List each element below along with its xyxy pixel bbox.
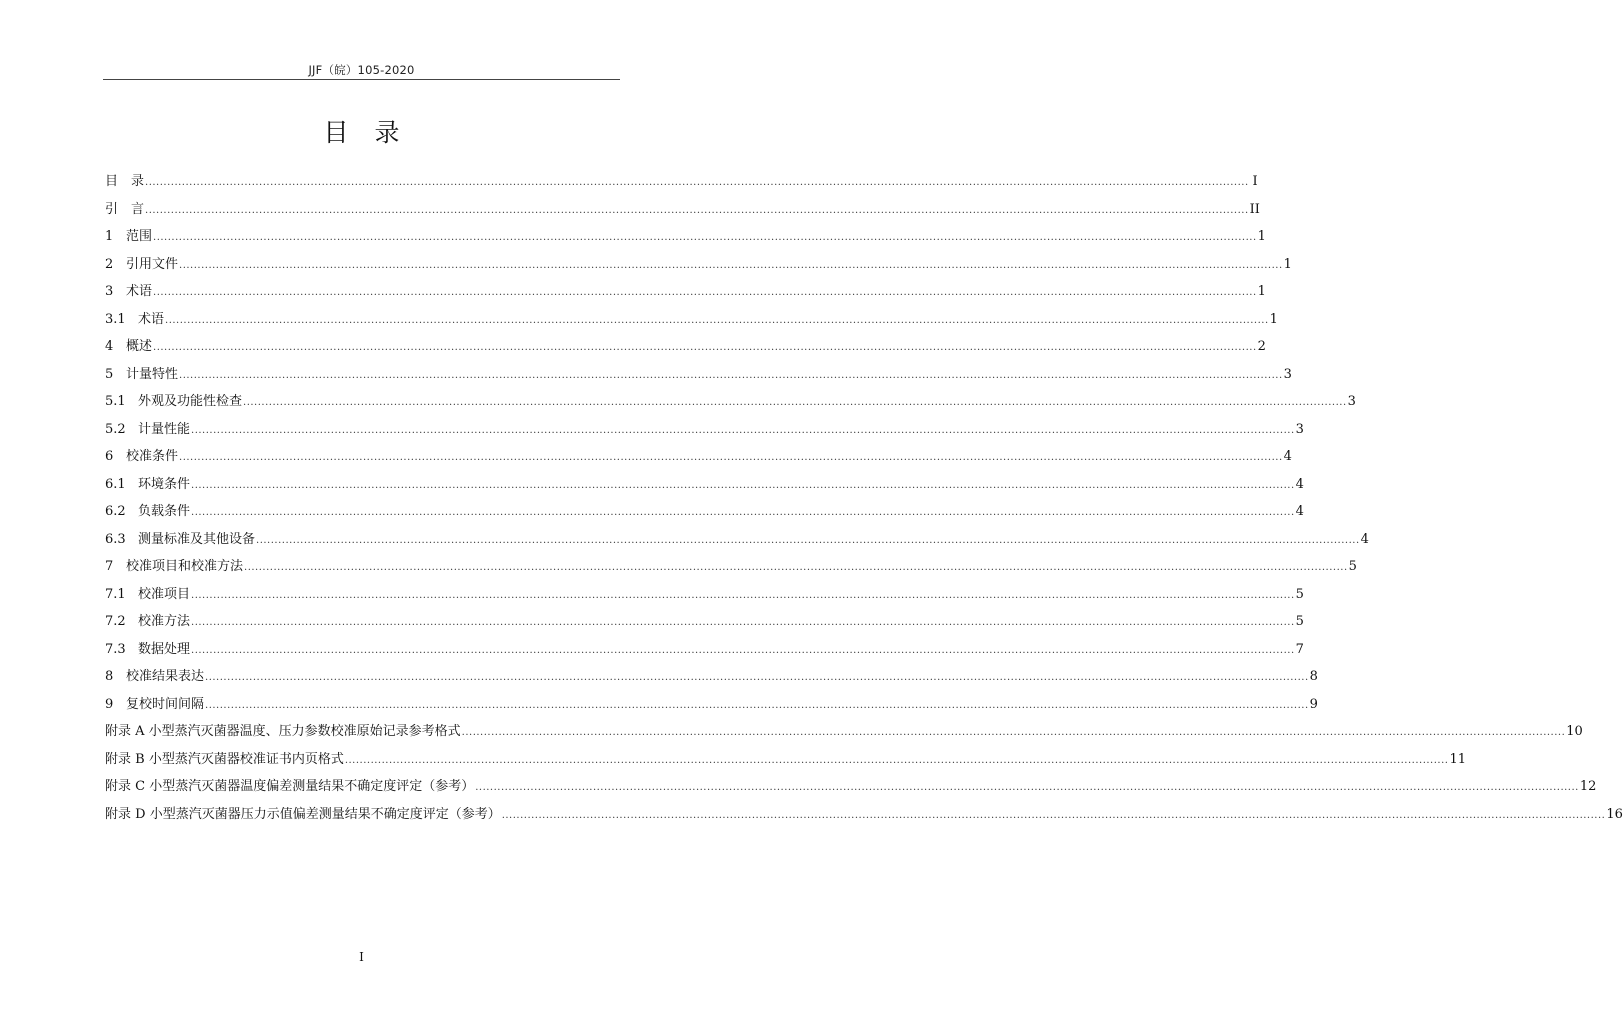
toc-dot-leader: ............................................................................................................................................................................................................................................................................................................ — [244, 562, 1348, 573]
toc-entry[interactable] — [105, 773, 1597, 801]
toc-dot-leader: ............................................................................................................................................................................................................................................................................................................ — [153, 287, 1257, 298]
toc-entry-page: 11 — [1449, 751, 1466, 767]
toc-entry-page: 4 — [1295, 504, 1304, 519]
toc-dot-leader: ............................................................................................................................................................................................................................................................................................................ — [205, 672, 1309, 683]
toc-entry-label: 外观及功能性检查 — [138, 394, 243, 409]
toc-entry-label: 引 言 — [105, 201, 145, 217]
toc-entry[interactable] — [105, 691, 1318, 719]
toc-entry-page: 16 — [1606, 806, 1623, 822]
toc-entry-page: 2 — [1257, 339, 1266, 354]
table-of-contents — [105, 168, 1623, 828]
toc-entry-page: 5 — [1295, 586, 1304, 602]
toc-entry-label: 数据处理 — [138, 641, 191, 657]
toc-dot-leader: ............................................................................................................................................................................................................................................................................................................ — [145, 204, 1249, 216]
toc-entry-label: 校准结果表达 — [126, 669, 205, 684]
toc-entry-page: 9 — [1309, 696, 1318, 712]
toc-entry-label: 术语 — [126, 284, 153, 299]
toc-entry-label: 目 录 — [105, 174, 145, 189]
toc-entry-label: 校准项目 — [138, 586, 191, 602]
toc-dot-leader: ............................................................................................................................................................................................................................................................................................................ — [145, 177, 1249, 188]
toc-entry-label: 引用文件 — [126, 256, 179, 272]
toc-entry-page: 1 — [1269, 311, 1278, 327]
toc-dot-leader: ............................................................................................................................................................................................................................................................................................................ — [179, 452, 1283, 463]
toc-dot-leader: ............................................................................................................................................................................................................................................................................................................ — [344, 754, 1449, 766]
toc-entry[interactable] — [105, 388, 1356, 416]
toc-entry-number: 7.3 — [105, 641, 126, 657]
toc-entry[interactable] — [105, 498, 1304, 526]
toc-entry-page: 4 — [1295, 476, 1304, 492]
title-char-2: 录 — [374, 118, 400, 147]
toc-dot-leader: ............................................................................................................................................................................................................................................................................................................ — [475, 782, 1579, 793]
toc-entry[interactable] — [105, 801, 1623, 829]
toc-entry-label: 附录 A 小型蒸汽灭菌器温度、压力参数校准原始记录参考格式 — [105, 724, 461, 739]
page-title — [103, 113, 620, 149]
toc-entry-page: 5 — [1295, 614, 1304, 629]
toc-entry-page: 5 — [1348, 559, 1357, 574]
toc-entry[interactable] — [105, 333, 1266, 361]
toc-entry-number: 9 — [105, 696, 114, 712]
toc-entry-page: 3 — [1283, 366, 1292, 382]
toc-entry-label: 概述 — [126, 339, 153, 354]
toc-entry-label: 环境条件 — [138, 476, 191, 492]
toc-entry-page: 1 — [1257, 229, 1266, 244]
toc-entry-page: 3 — [1295, 421, 1304, 437]
toc-dot-leader: ............................................................................................................................................................................................................................................................................................................ — [165, 314, 1269, 326]
toc-entry[interactable] — [105, 526, 1369, 554]
toc-dot-leader: ............................................................................................................................................................................................................................................................................................................ — [256, 534, 1360, 546]
toc-entry-page: 4 — [1360, 531, 1369, 547]
toc-entry-page: 8 — [1309, 669, 1318, 684]
toc-entry-number: 2 — [105, 256, 114, 272]
toc-entry-number: 4 — [105, 339, 114, 354]
toc-entry-number: 6.2 — [105, 504, 126, 519]
toc-entry-page: 4 — [1283, 449, 1292, 464]
toc-entry[interactable] — [105, 251, 1292, 279]
toc-entry-number: 5.2 — [105, 421, 126, 437]
toc-dot-leader: ............................................................................................................................................................................................................................................................................................................ — [191, 479, 1295, 491]
toc-entry[interactable] — [105, 718, 1583, 746]
toc-dot-leader: ............................................................................................................................................................................................................................................................................................................ — [501, 809, 1606, 821]
toc-entry-page: 12 — [1579, 779, 1597, 794]
toc-dot-leader: ............................................................................................................................................................................................................................................................................................................ — [243, 397, 1347, 408]
toc-entry[interactable] — [105, 278, 1266, 306]
toc-entry-number: 7.2 — [105, 614, 126, 629]
toc-entry-label: 附录 D 小型蒸汽灭菌器压力示值偏差测量结果不确定度评定（参考） — [105, 806, 501, 822]
toc-entry-number: 5 — [105, 366, 114, 382]
toc-entry-number: 6.3 — [105, 531, 126, 547]
toc-entry[interactable] — [105, 306, 1278, 334]
toc-entry-label: 复校时间间隔 — [126, 696, 205, 712]
document-header-code: JJF（皖）105-2020 — [308, 63, 415, 77]
toc-entry-label: 测量标准及其他设备 — [138, 531, 256, 547]
toc-entry-label: 负载条件 — [138, 504, 191, 519]
toc-entry-page: 3 — [1347, 394, 1356, 409]
toc-entry-number: 7 — [105, 559, 114, 574]
page-number: I — [359, 950, 364, 964]
toc-entry-page: II — [1249, 201, 1260, 217]
toc-dot-leader: ............................................................................................................................................................................................................................................................................................................ — [191, 507, 1295, 518]
toc-dot-leader: ............................................................................................................................................................................................................................................................................................................ — [179, 369, 1283, 381]
toc-entry-label: 校准条件 — [126, 449, 179, 464]
toc-entry-label: 术语 — [138, 311, 165, 327]
toc-dot-leader: ............................................................................................................................................................................................................................................................................................................ — [191, 644, 1295, 656]
toc-entry-page: 10 — [1566, 724, 1583, 739]
toc-entry-number: 5.1 — [105, 394, 126, 409]
toc-dot-leader: ............................................................................................................................................................................................................................................................................................................ — [153, 342, 1257, 353]
toc-entry-number: 6 — [105, 449, 114, 464]
toc-entry-label: 校准项目和校准方法 — [126, 559, 244, 574]
toc-entry-label: 附录 B 小型蒸汽灭菌器校准证书内页格式 — [105, 751, 344, 767]
toc-entry[interactable] — [105, 746, 1466, 774]
toc-entry-page: 7 — [1295, 641, 1304, 657]
toc-entry-number: 6.1 — [105, 476, 126, 492]
toc-entry[interactable] — [105, 196, 1260, 224]
toc-entry-page: 1 — [1283, 256, 1292, 272]
toc-entry-number: 1 — [105, 229, 114, 244]
toc-entry[interactable] — [105, 636, 1304, 664]
toc-dot-leader: ............................................................................................................................................................................................................................................................................................................ — [461, 727, 1566, 738]
toc-entry-label: 附录 C 小型蒸汽灭菌器温度偏差测量结果不确定度评定（参考） — [105, 779, 475, 794]
toc-entry-number: 8 — [105, 669, 114, 684]
toc-entry-label: 计量特性 — [126, 366, 179, 382]
toc-entry[interactable] — [105, 361, 1292, 389]
toc-entry-number: 3 — [105, 284, 114, 299]
toc-entry[interactable] — [105, 471, 1304, 499]
toc-entry-page: I — [1252, 174, 1258, 189]
toc-entry[interactable] — [105, 168, 1258, 196]
toc-entry-page: 1 — [1257, 284, 1266, 299]
toc-entry-number: 7.1 — [105, 586, 126, 602]
toc-entry[interactable] — [105, 663, 1318, 691]
toc-entry-number: 3.1 — [105, 311, 126, 327]
toc-entry[interactable] — [105, 223, 1266, 251]
toc-entry[interactable] — [105, 581, 1304, 609]
toc-dot-leader: ............................................................................................................................................................................................................................................................................................................ — [179, 259, 1283, 271]
toc-entry-label: 计量性能 — [138, 421, 191, 437]
toc-dot-leader: ............................................................................................................................................................................................................................................................................................................ — [191, 617, 1295, 628]
toc-dot-leader: ............................................................................................................................................................................................................................................................................................................ — [205, 699, 1309, 711]
toc-entry-label: 校准方法 — [138, 614, 191, 629]
title-char-1: 目 — [323, 118, 349, 147]
toc-dot-leader: ............................................................................................................................................................................................................................................................................................................ — [191, 589, 1295, 601]
toc-entry-label: 范围 — [126, 229, 153, 244]
toc-dot-leader: ............................................................................................................................................................................................................................................................................................................ — [191, 424, 1295, 436]
header-divider — [103, 79, 620, 80]
toc-entry[interactable] — [105, 416, 1304, 444]
toc-entry[interactable] — [105, 608, 1304, 636]
toc-entry[interactable] — [105, 553, 1357, 581]
toc-dot-leader: ............................................................................................................................................................................................................................................................................................................ — [153, 232, 1257, 243]
toc-entry[interactable] — [105, 443, 1292, 471]
